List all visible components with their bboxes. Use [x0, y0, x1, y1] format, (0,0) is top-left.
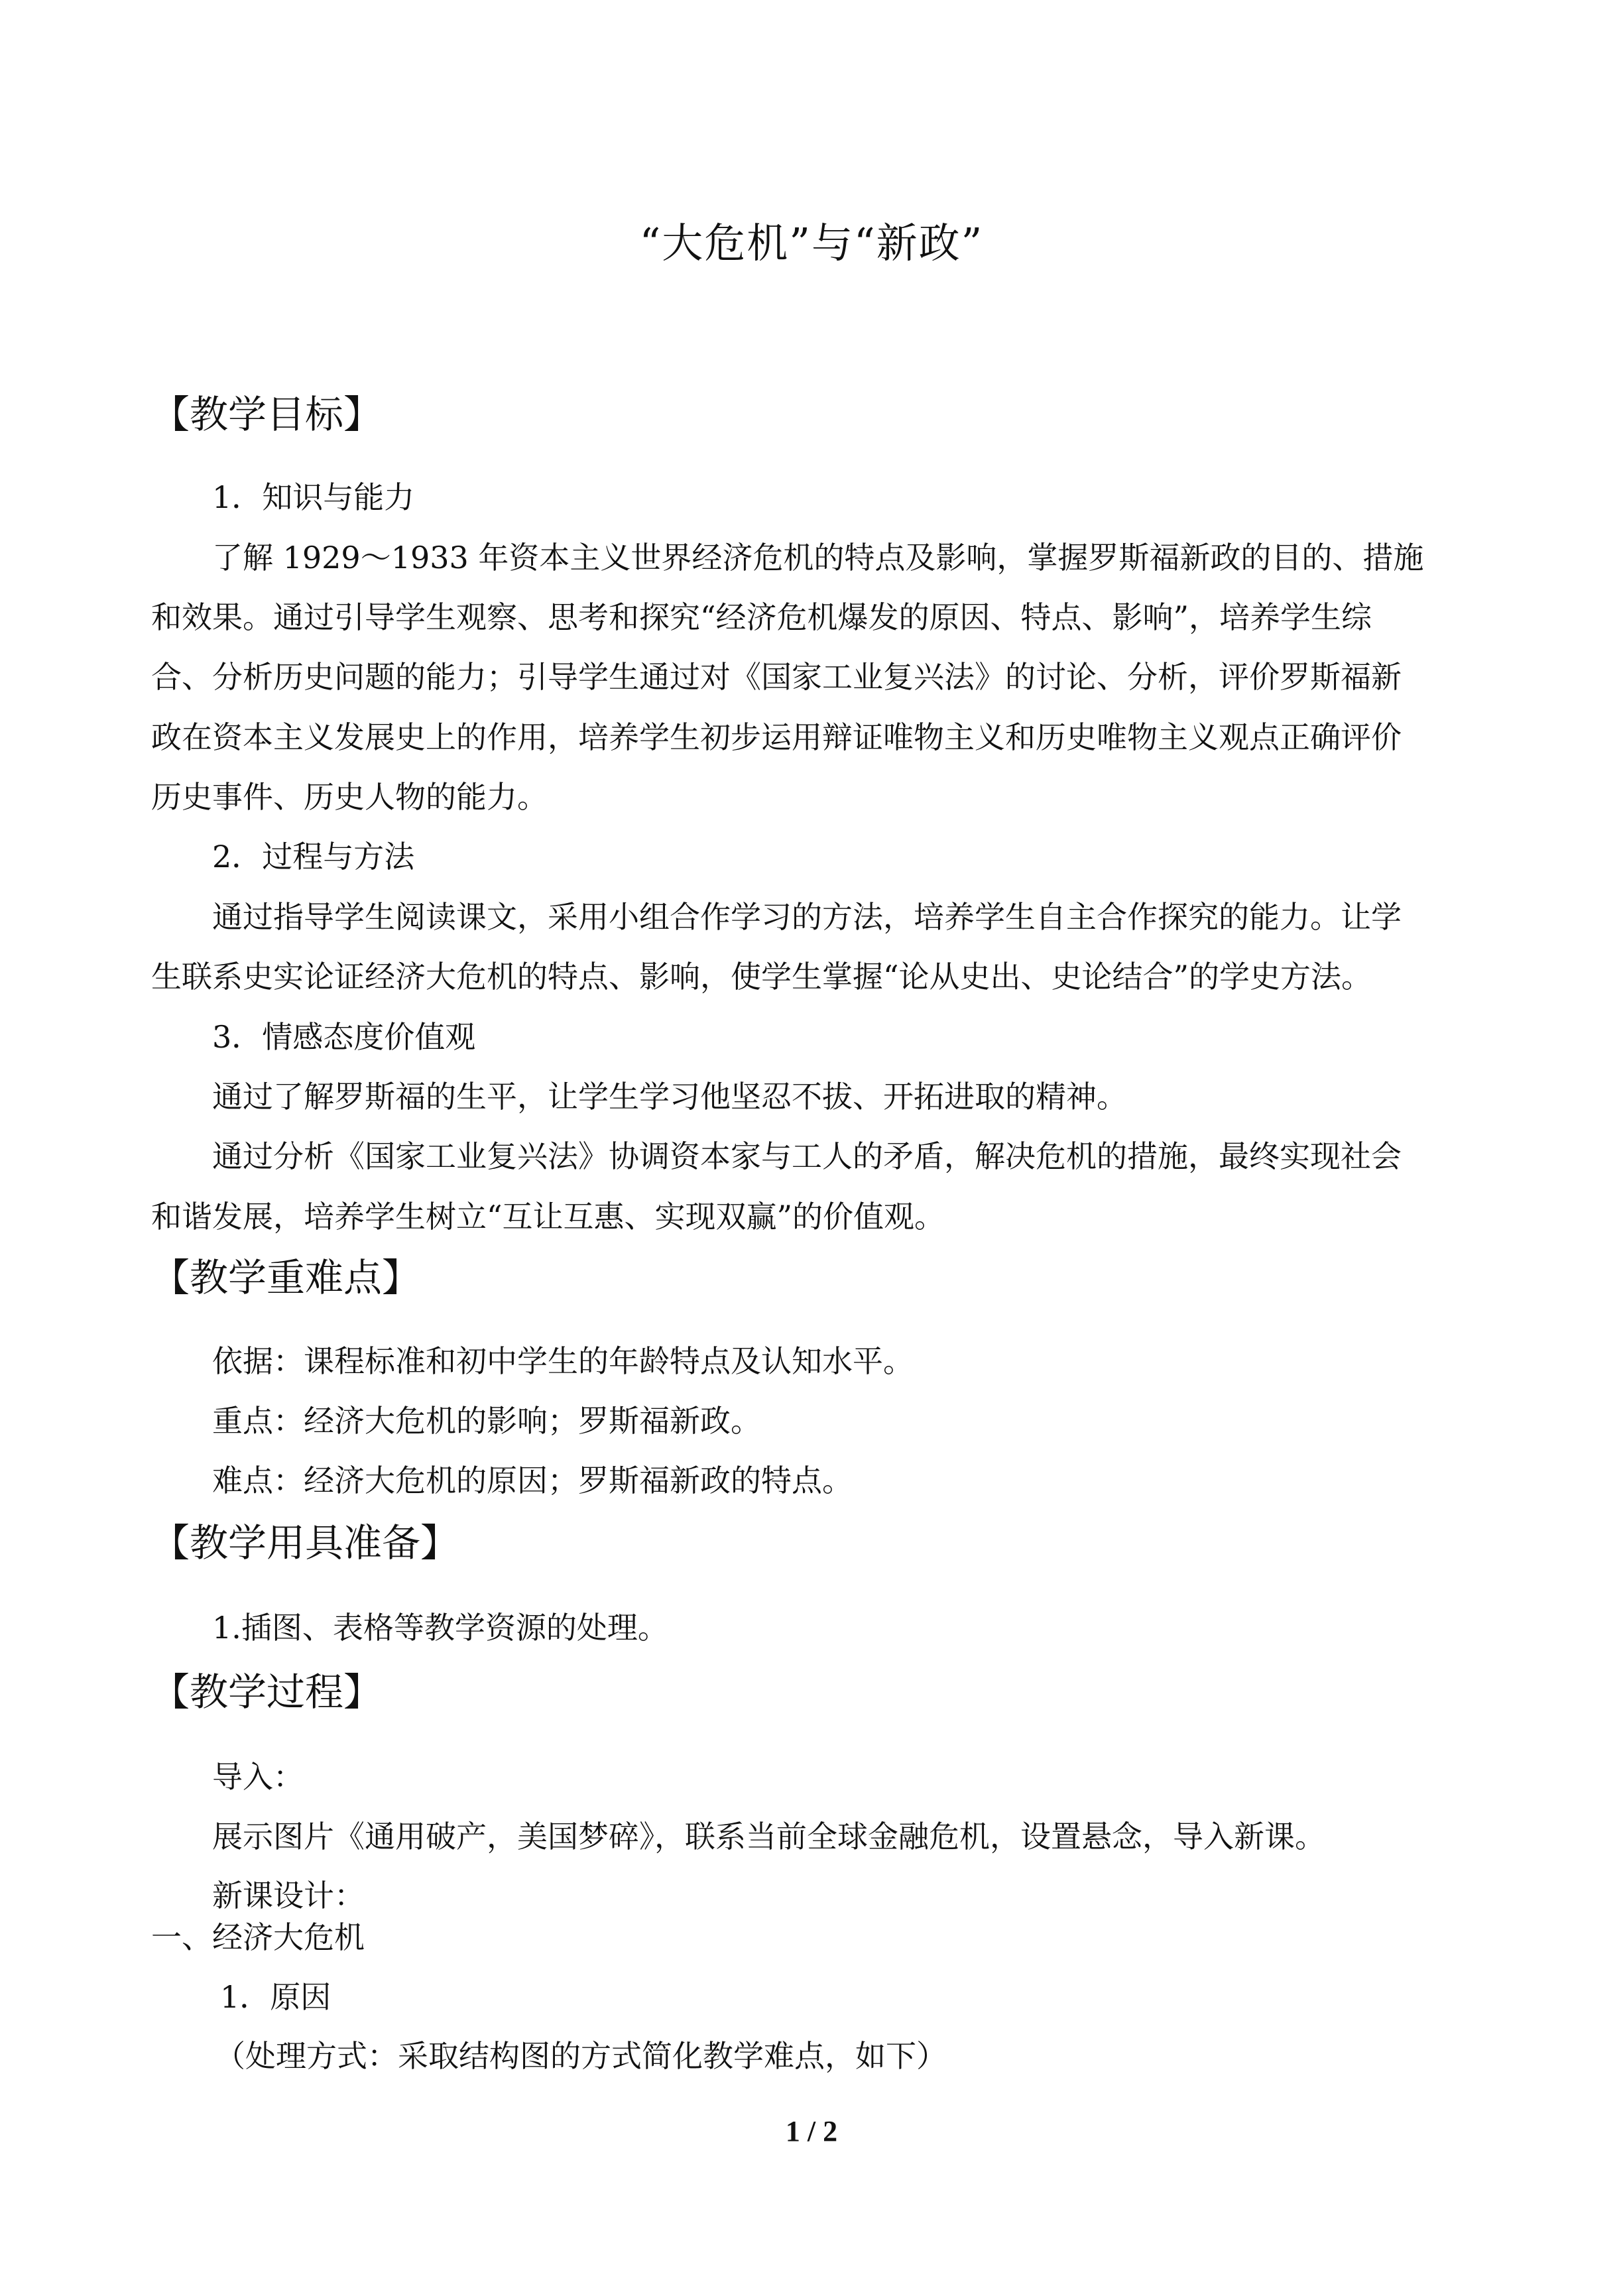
subheading-values: 3．情感态度价值观: [212, 1019, 476, 1055]
section-heading-key-points: 【教学重难点】: [151, 1255, 421, 1300]
paragraph-line: 政在资本主义发展史上的作用，培养学生初步运用辩证唯物主义和历史唯物主义观点正确评价: [151, 719, 1402, 755]
paragraph-line: 重点：经济大危机的影响；罗斯福新政。: [212, 1403, 761, 1439]
part-heading: 一、经济大危机: [151, 1919, 365, 1955]
subheading-process-method: 2．过程与方法: [212, 839, 415, 875]
section-heading-teaching-tools: 【教学用具准备】: [151, 1520, 459, 1565]
paragraph-line: 通过指导学生阅读课文，采用小组合作学习的方法，培养学生自主合作探究的能力。让学: [212, 899, 1402, 935]
page-number: 1 / 2: [785, 2115, 838, 2147]
paragraph-line: 和谐发展，培养学生树立“互让互惠、实现双赢”的价值观。: [151, 1199, 945, 1235]
section-heading-teaching-goals: 【教学目标】: [151, 392, 383, 437]
paragraph-line: 通过分析《国家工业复兴法》协调资本家与工人的矛盾，解决危机的措施，最终实现社会: [212, 1138, 1402, 1174]
paragraph-line: 历史事件、历史人物的能力。: [151, 779, 548, 815]
paragraph-line: 新课设计：: [212, 1878, 365, 1913]
section-heading-teaching-process: 【教学过程】: [151, 1669, 383, 1715]
paragraph-line: 导入：: [212, 1759, 304, 1795]
paragraph-line: 和效果。通过引导学生观察、思考和探究“经济危机爆发的原因、特点、影响”，培养学生综: [151, 599, 1372, 635]
paragraph-line: 展示图片《通用破产，美国梦碎》，联系当前全球金融危机，设置悬念，导入新课。: [212, 1819, 1325, 1854]
paragraph-line: 合、分析历史问题的能力；引导学生通过对《国家工业复兴法》的讨论、分析，评价罗斯福新: [151, 659, 1402, 695]
paragraph-line: 生联系史实论证经济大危机的特点、影响，使学生掌握“论从史出、史论结合”的学史方法。: [151, 959, 1372, 995]
paragraph-line: 难点：经济大危机的原因；罗斯福新政的特点。: [212, 1463, 853, 1498]
paragraph-line: 了解 1929～1933 年资本主义世界经济危机的特点及影响，掌握罗斯福新政的目的、措施: [212, 540, 1424, 575]
paragraph-line: （处理方式：采取结构图的方式简化教学难点，如下）: [215, 2038, 947, 2074]
subheading-knowledge-ability: 1．知识与能力: [212, 479, 415, 515]
paragraph-line: 1.插图、表格等教学资源的处理。: [212, 1610, 668, 1646]
page-title: “大危机”与“新政”: [639, 219, 984, 267]
paragraph-line: 依据：课程标准和初中学生的年龄特点及认知水平。: [212, 1343, 914, 1379]
paragraph-line: 通过了解罗斯福的生平，让学生学习他坚忍不拔、开拓进取的精神。: [212, 1079, 1127, 1115]
subheading-cause: 1．原因: [220, 1979, 331, 2015]
